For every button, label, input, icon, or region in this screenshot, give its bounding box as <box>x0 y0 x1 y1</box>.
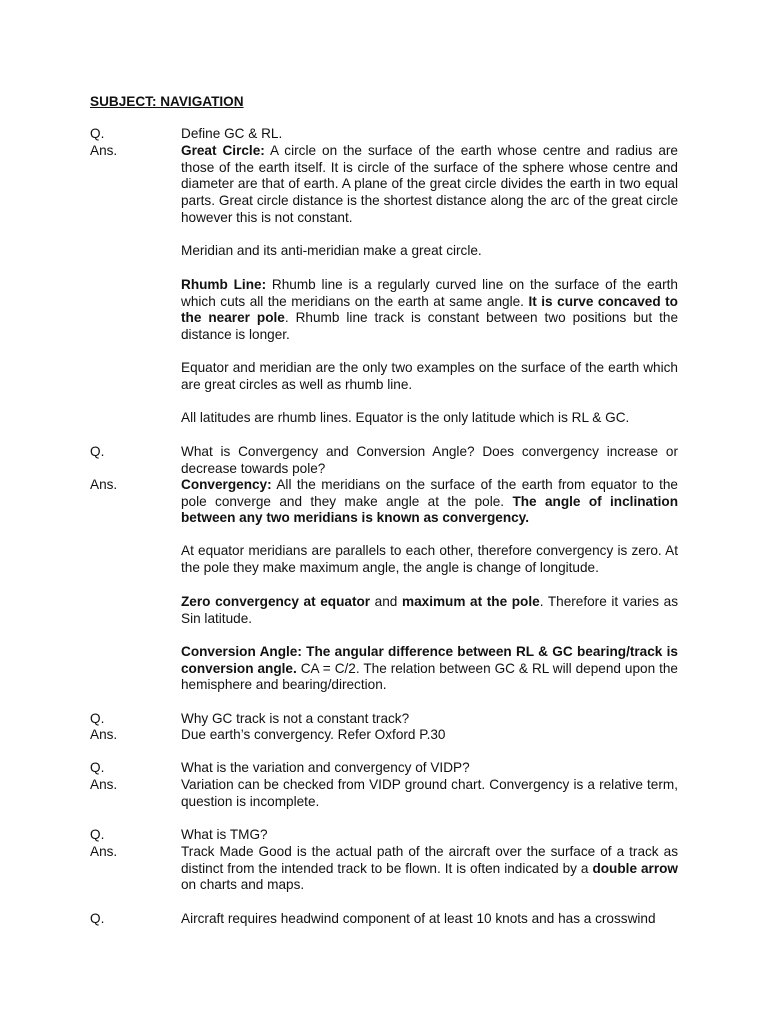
term-convergency: Convergency: <box>181 477 272 492</box>
answer-text <box>181 143 678 227</box>
maximum-pole-bold: maximum at the pole <box>401 594 540 609</box>
answer-text: Due earth’s convergency. Refer Oxford P.30 <box>181 727 446 742</box>
paragraph-text <box>181 277 678 344</box>
q-label: Q. <box>90 827 105 842</box>
term-great-circle: Great Circle: <box>181 143 265 158</box>
rhumb-line-definition: Rhumb line is a regularly curved line on the surface of the earth which cuts all the meridians on the earth at same angle. <box>181 277 678 309</box>
paragraph-text: Equator and meridian are the only two examples on the surface of the earth which are great circles as well as rhumb line. <box>181 360 678 392</box>
question-text: What is the variation and convergency of VIDP? <box>181 760 470 775</box>
tmg-definition: Track Made Good is the actual path of the aircraft over the surface of a track as distinct from the intended track to be flown. It is often indicated by a <box>181 844 678 876</box>
q-label: Q. <box>90 911 105 926</box>
tmg-tail: on charts and maps. <box>181 877 305 893</box>
ans-label: Ans. <box>90 143 118 158</box>
answer-text <box>181 844 678 894</box>
q-label: Q. <box>90 760 105 775</box>
double-arrow-bold: double arrow <box>592 860 678 876</box>
ans-label: Ans. <box>90 844 118 859</box>
ans-label: Ans. <box>90 727 118 742</box>
paragraph-text: All latitudes are rhumb lines. Equator is the only latitude which is RL & GC. <box>181 410 630 425</box>
answer-text: Variation can be checked from VIDP ground chart. Convergency is a relative term, question is incomplete. <box>181 777 678 809</box>
question-text: Define GC & RL. <box>181 126 283 141</box>
convergency-bold-note: The angle of inclination between any two meridians is known as convergency. <box>181 493 679 526</box>
q-label: Q. <box>90 444 105 459</box>
question-text: What is Convergency and Conversion Angle? Does convergency increase or decrease towards pole? <box>181 444 678 476</box>
question-text: What is TMG? <box>181 827 268 842</box>
paragraph-text: At equator meridians are parallels to each other, therefore convergency is zero. At the pole they make maximum angle, the angle is change of longitude. <box>181 543 678 575</box>
answer-text <box>181 477 678 527</box>
subject-heading: SUBJECT: NAVIGATION <box>90 94 244 109</box>
ans-label: Ans. <box>90 477 118 492</box>
convergency-definition: All the meridians on the surface of the earth from equator to the pole converge and they make angle at the pole. <box>181 477 678 509</box>
sin-latitude-text: . Therefore it varies as Sin latitude. <box>181 594 678 626</box>
conversion-angle-tail: CA = C/2. The relation between GC & RL will depend upon the hemisphere and bearing/direction. <box>181 660 678 693</box>
zero-convergency-bold: Zero convergency at equator <box>181 594 371 609</box>
paragraph-text: Meridian and its anti-meridian make a great circle. <box>181 243 482 258</box>
great-circle-definition: A circle on the surface of the earth whose centre and radius are those of the earth itself. It is circle of the surface of the sphere whose centre and diameter are that of earth. A plane of the great circle divides the earth in two equal parts. Great circle distance is the shortest distance along the arc of the great circle however this is not constant. <box>181 143 678 225</box>
paragraph-text <box>181 644 678 694</box>
term-rhumb-line: Rhumb Line: <box>181 277 267 292</box>
and-text: and <box>370 594 402 609</box>
question-text: Aircraft requires headwind component of at least 10 knots and has a crosswind <box>181 911 656 926</box>
q-label: Q. <box>90 711 105 726</box>
rhumb-line-tail: . Rhumb line track is constant between two positions but the distance is longer. <box>181 310 679 343</box>
ans-label: Ans. <box>90 777 118 792</box>
conversion-angle-bold: Conversion Angle: The angular difference between RL & GC bearing/track is conversion angle. <box>181 644 678 676</box>
question-text: Why GC track is not a constant track? <box>181 711 410 726</box>
rhumb-line-bold-note: It is curve concaved to the nearer pole <box>181 293 678 326</box>
paragraph-text <box>181 594 678 627</box>
q-label: Q. <box>90 126 105 141</box>
